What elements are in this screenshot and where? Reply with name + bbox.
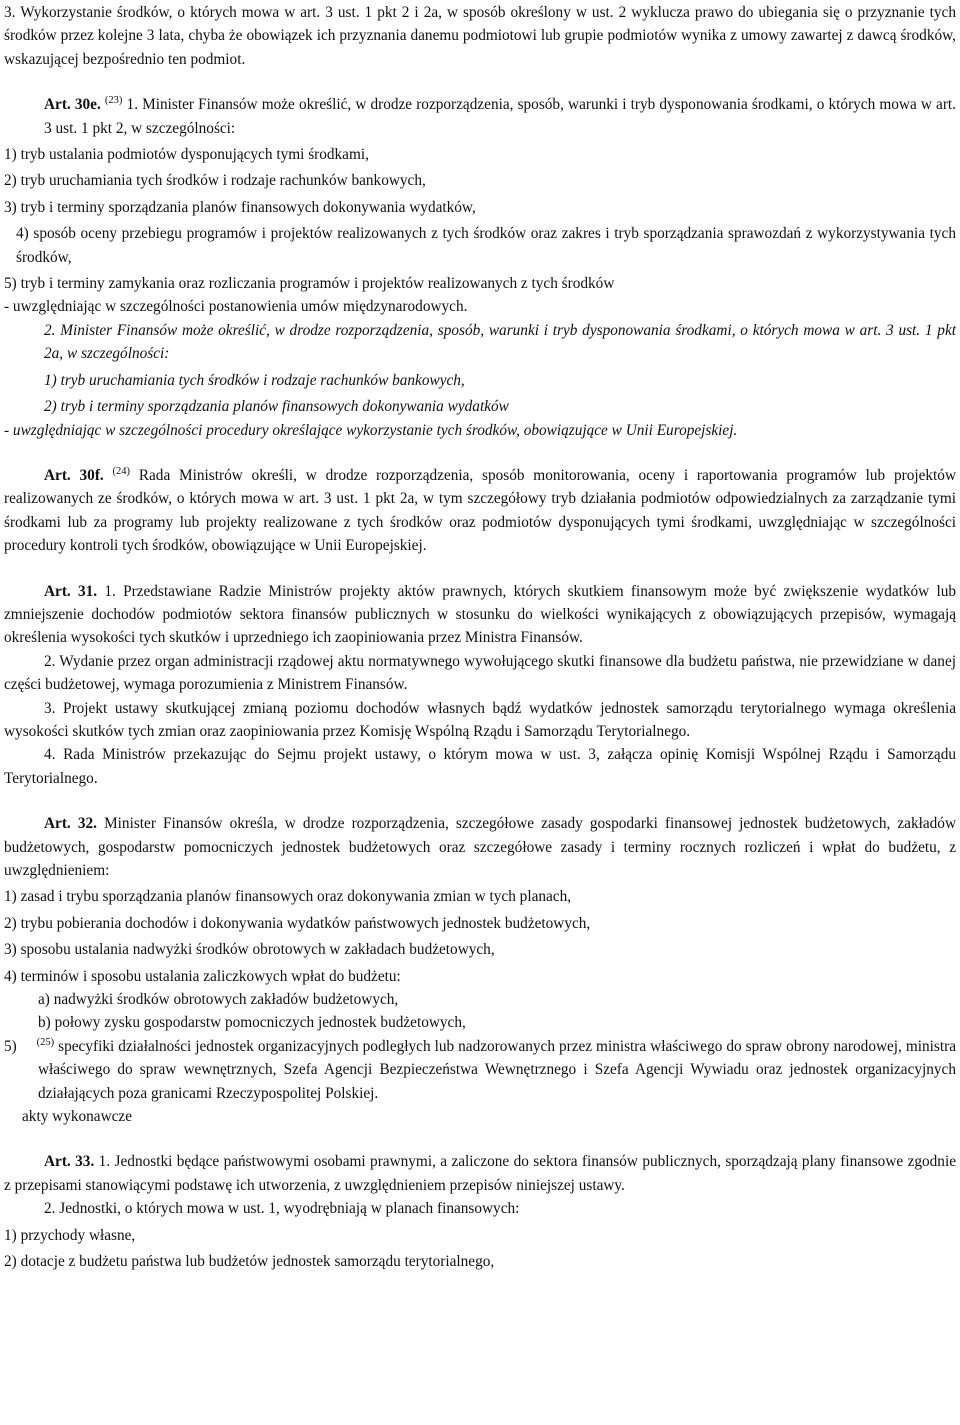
list-closing: - uwzględniając w szczególności postanowienia umów międzynarodowych. (4, 298, 468, 316)
list-item: 2) trybu pobierania dochodów i dokonywania wydatków państwowych jednostek budżetowych, (4, 914, 591, 932)
art-30e-para-2: 2. Minister Finansów może określić, w drodze rozporządzenia, sposób, warunki i tryb dysponowania środkami, o których mowa w art. 3 ust. 1 pkt 2a, w szczególności: (44, 321, 956, 363)
document-page (4, 0, 956, 1274)
list-item (4, 1035, 956, 1105)
note-akty-wykonawcze: akty wykonawcze (22, 1108, 133, 1126)
list-item-text: specyfiki działalności jednostek organizacyjnych podległych lub nadzorowanych przez ministra właściwego do spraw obrony narodowej, ministra właściwego do spraw wewnętrznych, Szefa Agencji Bezpieczeństwa Wewnętrznego i Szefa Agencji Wywiadu oraz jednostek organizacyjnych działających poza granicami Rzeczypospolitej Polskiej. (38, 1037, 956, 1102)
art-33-para-2-text: 2. Jednostki, o których mowa w ust. 1, wyodrębniają w planach finansowych: (44, 1200, 520, 1218)
list-closing (4, 419, 956, 442)
list-item-text: 4) sposób oceny przebiegu programów i projektów realizowanych z tych środków oraz zakres i tryb sporządzania sprawozdań z wykorzystywania tych środków, (16, 225, 956, 266)
spacer (4, 71, 956, 93)
list-item: 3) tryb i terminy sporządzania planów finansowych dokonywania wydatków, (4, 198, 476, 216)
list-item: 4) terminów i sposobu ustalania zaliczkowych wpłat do budżetu: (4, 967, 401, 985)
art-30f-para (4, 464, 956, 558)
art-32-para (4, 812, 956, 882)
art-31-text: 1. Przedstawiane Radzie Ministrów projekty aktów prawnych, których skutkiem finansowym może być zwiększenie wydatków lub zmniejszenie dochodów podmiotów sektora finansów publicznych w stosunku do wielkości wynikających z obowiązujących przepisów, wymagają określenia wysokości tych skutków i uprzedniego ich zaopiniowania przez Ministra Finansów. (4, 582, 956, 647)
art-31-para-2 (4, 650, 956, 697)
paragraph-art30d-3: 3. Wykorzystanie środków, o których mowa w art. 3 ust. 1 pkt 2 i 2a, w sposób określony w ust. 2 wyklucza prawo do ubiegania się o przyznanie tych środków przez kolejne 3 lata, chyba że obowiązek ich przyznania danemu podmiotowi lub grupie podmiotów wynika z umowy zawartej z dawcą środków, wskazującej bezpośrednio ten podmiot. (4, 4, 956, 68)
list-item: 5) tryb i terminy zamykania oraz rozliczania programów i projektów realizowanych z tych środków (4, 275, 615, 293)
art-30f-heading: Art. 30f. (44, 466, 104, 484)
list-item-number: 5) (4, 1037, 17, 1055)
list-subitem: b) połowy zysku gospodarstw pomocniczych jednostek budżetowych, (38, 1014, 466, 1032)
list-item: 1) przychody własne, (4, 1226, 136, 1244)
list-item: 3) sposobu ustalania nadwyżki środków obrotowych w zakładach budżetowych, (4, 941, 495, 959)
list-item: 2) dotacje z budżetu państwa lub budżetów jednostek samorządu terytorialnego, (4, 1253, 495, 1271)
art-33-heading: Art. 33. (44, 1153, 95, 1171)
footnote-ref-25: (25) (36, 1036, 55, 1048)
footnote-ref-24: (24) (112, 465, 131, 477)
spacer (4, 558, 956, 580)
art-31-heading: Art. 31. (44, 582, 98, 600)
list-subitem: a) nadwyżki środków obrotowych zakładów budżetowych, (38, 991, 399, 1009)
list-item: 2) tryb i terminy sporządzania planów finansowych dokonywania wydatków (44, 398, 509, 416)
spacer (4, 442, 956, 464)
art-31-para-1 (4, 580, 956, 650)
list-closing-text: - uwzględniając w szczególności procedury określające wykorzystanie tych środków, obowiązujące w Unii Europejskiej. (4, 421, 738, 439)
list-item: 1) zasad i trybu sporządzania planów finansowych oraz dokonywania zmian w tych planach, (4, 888, 572, 906)
spacer (4, 790, 956, 812)
art-30e-para-1 (4, 93, 956, 140)
list-item (4, 222, 956, 269)
art-32-heading: Art. 32. (44, 815, 97, 833)
art-31-para-3-text: 3. Projekt ustawy skutkującej zmianą poziomu dochodów własnych bądź wydatków jednostek samorządu terytorialnego wymaga określenia wysokości skutków tych zmian oraz zaopiniowania przez Komisję Wspólną Rządu i Samorządu Terytorialnego. (4, 699, 956, 740)
art-31-para-4-text: 4. Rada Ministrów przekazując do Sejmu projekt ustawy, o którym mowa w ust. 3, załącza opinię Komisji Wspólnej Rządu i Samorządu Terytorialnego. (4, 746, 956, 787)
art-30e-text: 1. Minister Finansów może określić, w drodze rozporządzenia, sposób, warunki i tryb dysponowania środkami, o których mowa w art. 3 ust. 1 pkt 2, w szczególności: (44, 96, 956, 137)
list-item: 1) tryb ustalania podmiotów dysponujących tymi środkami, (4, 146, 369, 164)
list-item: 1) tryb uruchamiania tych środków i rodzaje rachunków bankowych, (44, 371, 465, 389)
art-31-para-3 (4, 697, 956, 744)
spacer (4, 1128, 956, 1150)
art-30f-text: Rada Ministrów określi, w drodze rozporządzenia, sposób monitorowania, oceny i raportowania programów lub projektów realizowanych ze środków, o których mowa w art. 3 ust. 1 pkt 2a, w tym szczegółowy tryb działania podmiotów odpowiedzialnych za zarządzanie tymi środkami lub za programy lub projekty realizowane z tych środków oraz podmiotów dysponujących tymi środkami, uwzględniając w szczególności procedury kontroli tych środków, obowiązujące w Unii Europejskiej. (4, 466, 956, 555)
list-item: 2) tryb uruchamiania tych środków i rodzaje rachunków bankowych, (4, 172, 426, 190)
art-30e-heading: Art. 30e. (44, 96, 101, 114)
art-31-para-4 (4, 743, 956, 790)
art-31-para-2-text: 2. Wydanie przez organ administracji rządowej aktu normatywnego wywołującego skutki finansowe dla budżetu państwa, nie przewidziane w danej części budżetowej, wymaga porozumienia z Ministrem Finansów. (4, 652, 956, 694)
art-32-text: Minister Finansów określa, w drodze rozporządzenia, szczegółowe zasady gospodarki finansowej jednostek budżetowych, zakładów budżetowych, gospodarstw pomocniczych jednostek budżetowych oraz szczegółowe zasady i terminy rocznych rozliczeń i wpłat do budżetu, z uwzględnieniem: (4, 815, 957, 879)
footnote-ref-23: (23) (104, 95, 123, 107)
art-33-para-1 (4, 1150, 956, 1197)
art-33-text: 1. Jednostki będące państwowymi osobami prawnymi, a zaliczone do sektora finansów publicznych, sporządzają plany finansowe zgodnie z przepisami stanowiącymi podstawę ich utworzenia, z uwzględnieniem przepisów niniejszej ustawy. (4, 1153, 956, 1194)
art-33-para-2 (4, 1197, 956, 1220)
